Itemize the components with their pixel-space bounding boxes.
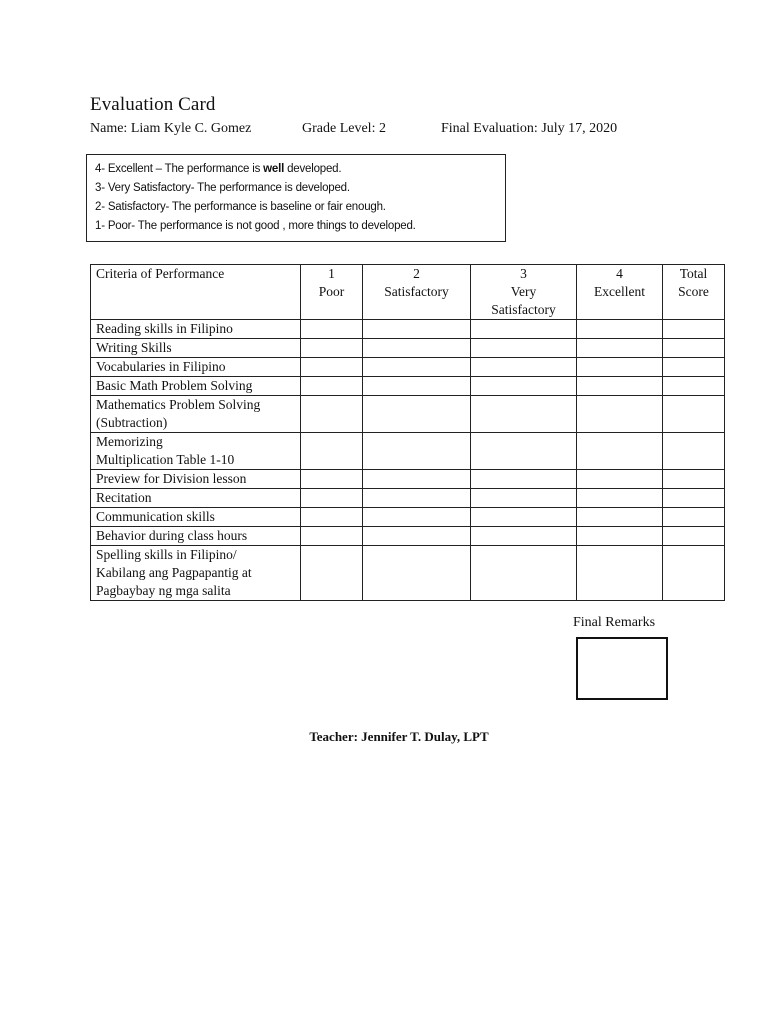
score-cell[interactable] — [577, 546, 663, 601]
header-text: 1 — [328, 266, 335, 281]
table-row — [91, 433, 725, 470]
score-cell[interactable] — [301, 320, 363, 339]
criteria-text: Kabilang ang Pagpapantig at — [96, 565, 252, 580]
final-remarks-label: Final Remarks — [573, 615, 656, 630]
criteria-cell — [91, 358, 301, 377]
header-col-3 — [471, 265, 577, 320]
score-cell[interactable] — [301, 358, 363, 377]
score-cell[interactable] — [577, 527, 663, 546]
legend-excellent-text: 4- Excellent – The performance is — [95, 163, 264, 175]
header-col-1 — [301, 265, 363, 320]
score-cell[interactable] — [663, 546, 725, 601]
page-title: Evaluation Card — [90, 94, 216, 115]
score-cell[interactable] — [663, 358, 725, 377]
score-cell[interactable] — [663, 508, 725, 527]
score-cell[interactable] — [363, 377, 471, 396]
criteria-text: (Subtraction) — [96, 415, 168, 430]
header-text: Poor — [318, 284, 345, 299]
table-row — [91, 470, 725, 489]
score-cell[interactable] — [471, 320, 577, 339]
table-row — [91, 489, 725, 508]
legend-poor: 1- Poor- The performance is not good , more things to developed. — [95, 220, 416, 232]
score-cell[interactable] — [363, 470, 471, 489]
score-cell[interactable] — [577, 377, 663, 396]
score-cell[interactable] — [577, 358, 663, 377]
score-cell[interactable] — [471, 546, 577, 601]
score-cell[interactable] — [301, 508, 363, 527]
criteria-text: Preview for Division lesson — [96, 471, 247, 486]
score-cell[interactable] — [471, 508, 577, 527]
score-cell[interactable] — [663, 320, 725, 339]
final-remarks-box[interactable] — [576, 637, 668, 700]
table-row — [91, 358, 725, 377]
criteria-cell — [91, 508, 301, 527]
score-cell[interactable] — [363, 339, 471, 358]
score-cell[interactable] — [577, 396, 663, 433]
criteria-text: Memorizing — [96, 434, 163, 449]
score-cell[interactable] — [577, 433, 663, 470]
criteria-cell — [91, 433, 301, 470]
criteria-text: Multiplication Table 1-10 — [96, 452, 235, 467]
score-cell[interactable] — [663, 489, 725, 508]
teacher-signature: Teacher: Jennifer T. Dulay, LPT — [309, 729, 489, 744]
criteria-text: Mathematics Problem Solving — [96, 397, 261, 412]
score-cell[interactable] — [363, 358, 471, 377]
grade-level: Grade Level: 2 — [302, 121, 386, 136]
score-cell[interactable] — [663, 396, 725, 433]
table-row — [91, 508, 725, 527]
score-cell[interactable] — [471, 470, 577, 489]
score-cell[interactable] — [663, 339, 725, 358]
criteria-cell — [91, 470, 301, 489]
legend-satisfactory: 2- Satisfactory- The performance is baseline or fair enough. — [95, 201, 386, 213]
score-cell[interactable] — [471, 377, 577, 396]
score-cell[interactable] — [471, 527, 577, 546]
criteria-cell — [91, 320, 301, 339]
criteria-body — [91, 320, 725, 601]
final-evaluation-date: Final Evaluation: July 17, 2020 — [441, 121, 618, 136]
score-cell[interactable] — [471, 396, 577, 433]
criteria-text: Basic Math Problem Solving — [96, 378, 253, 393]
criteria-text: Vocabularies in Filipino — [96, 359, 226, 374]
score-cell[interactable] — [363, 508, 471, 527]
score-cell[interactable] — [363, 546, 471, 601]
table-row — [91, 396, 725, 433]
score-cell[interactable] — [301, 433, 363, 470]
header-text: 3 — [520, 266, 527, 281]
table-row — [91, 320, 725, 339]
header-text: Excellent — [594, 284, 645, 299]
score-cell[interactable] — [363, 489, 471, 508]
criteria-text: Spelling skills in Filipino/ — [96, 547, 237, 562]
score-cell[interactable] — [577, 489, 663, 508]
score-cell[interactable] — [663, 433, 725, 470]
score-cell[interactable] — [577, 339, 663, 358]
score-cell[interactable] — [363, 527, 471, 546]
score-cell[interactable] — [663, 470, 725, 489]
criteria-text: Recitation — [96, 490, 152, 505]
criteria-text: Writing Skills — [96, 340, 172, 355]
score-cell[interactable] — [301, 489, 363, 508]
header-text: Satisfactory — [491, 302, 556, 317]
criteria-cell — [91, 489, 301, 508]
criteria-cell — [91, 377, 301, 396]
header-text: 4 — [616, 266, 623, 281]
legend-excellent-end: developed. — [284, 163, 342, 175]
criteria-table — [90, 264, 725, 601]
criteria-cell — [91, 546, 301, 601]
score-cell[interactable] — [663, 377, 725, 396]
header-criteria — [91, 265, 301, 320]
table-row — [91, 377, 725, 396]
table-row — [91, 339, 725, 358]
header-text: 2 — [413, 266, 420, 281]
score-cell[interactable] — [301, 527, 363, 546]
header-col-4 — [577, 265, 663, 320]
header-row — [91, 265, 725, 320]
header-text: Very — [510, 284, 537, 299]
legend-excellent-bold: well — [263, 163, 285, 175]
score-cell[interactable] — [577, 508, 663, 527]
criteria-text: Communication skills — [96, 509, 215, 524]
score-cell[interactable] — [471, 489, 577, 508]
score-cell[interactable] — [471, 358, 577, 377]
criteria-text: Behavior during class hours — [96, 528, 248, 543]
score-cell[interactable] — [471, 339, 577, 358]
criteria-text: Pagbaybay ng mga salita — [96, 583, 231, 598]
score-cell[interactable] — [471, 433, 577, 470]
criteria-text: Reading skills in Filipino — [96, 321, 233, 336]
score-cell[interactable] — [301, 396, 363, 433]
score-cell[interactable] — [301, 470, 363, 489]
legend-excellent — [95, 160, 505, 179]
score-cell[interactable] — [301, 377, 363, 396]
criteria-cell — [91, 527, 301, 546]
table-row — [91, 527, 725, 546]
table-row — [91, 546, 725, 601]
rating-legend — [86, 154, 506, 242]
header-text: Criteria of Performance — [96, 266, 225, 281]
score-cell[interactable] — [363, 320, 471, 339]
score-cell[interactable] — [301, 546, 363, 601]
score-cell[interactable] — [363, 433, 471, 470]
header-text: Satisfactory — [384, 284, 449, 299]
student-name: Name: Liam Kyle C. Gomez — [90, 121, 252, 136]
score-cell[interactable] — [301, 339, 363, 358]
score-cell[interactable] — [663, 527, 725, 546]
header-text: Score — [678, 284, 709, 299]
header-col-5 — [663, 265, 725, 320]
criteria-cell — [91, 396, 301, 433]
score-cell[interactable] — [577, 320, 663, 339]
legend-very-satisfactory: 3- Very Satisfactory- The performance is developed. — [95, 182, 350, 194]
header-col-2 — [363, 265, 471, 320]
header-text: Total — [679, 266, 708, 281]
score-cell[interactable] — [577, 470, 663, 489]
score-cell[interactable] — [363, 396, 471, 433]
criteria-cell — [91, 339, 301, 358]
